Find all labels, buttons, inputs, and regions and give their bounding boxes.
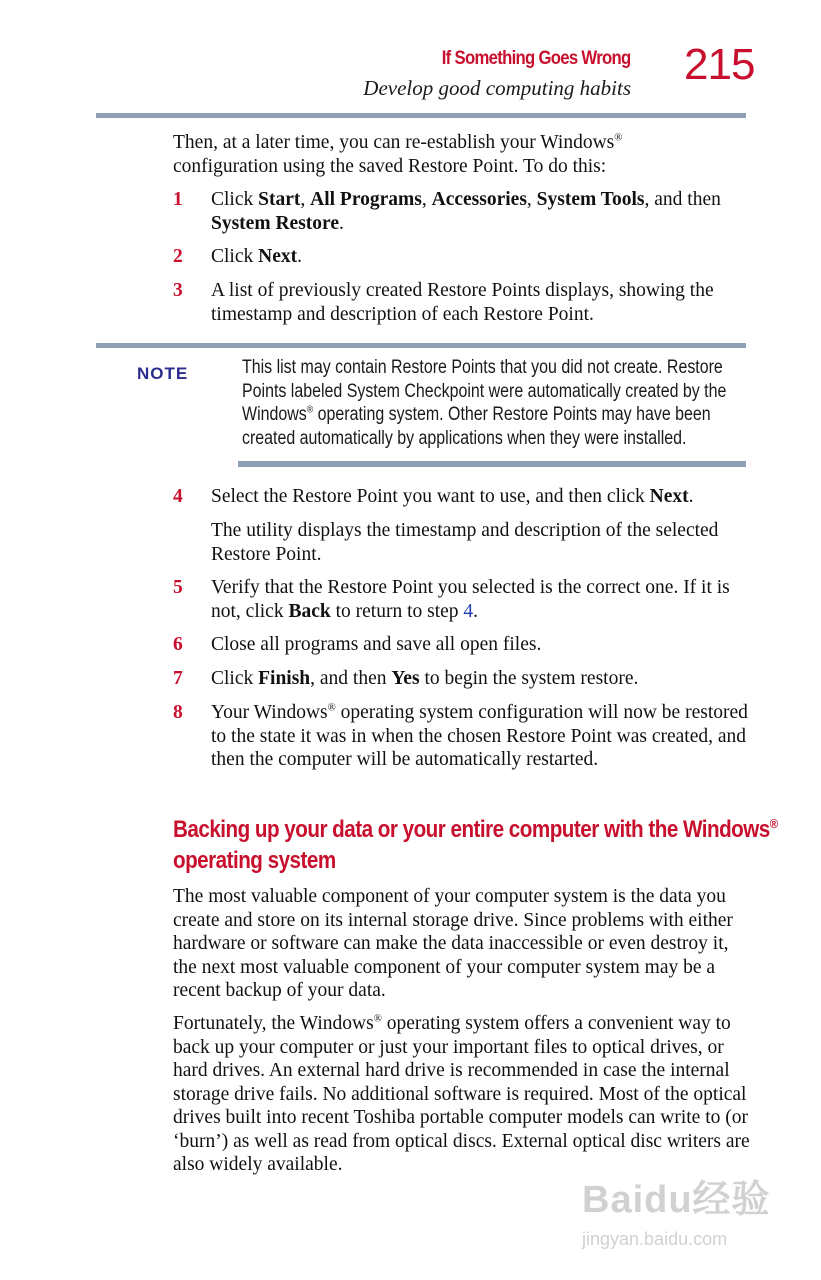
step-number: 8 [173, 702, 183, 723]
section-paragraph-2: Fortunately, the Windows® operating system offers a convenient way to back up your computer or just your important files to optical drives, or hard drives. An external hard drive is recommended in case the internal storage drive fails. No additional software is required. Most of the optical drives built into recent Toshiba portable computer models can write to (or ‘burn’) as well as read from optical discs. External optical disc writers are also widely available. [173, 1012, 750, 1175]
step-text: Select the Restore Point you want to use, and then click Next. [211, 486, 694, 507]
step-number: 4 [173, 486, 183, 507]
section-paragraph-1: The most valuable component of your computer system is the data you create and store on its internal storage drive. Since problems with either hardware or software can make the data inaccessible or even destroy it, the next most valuable component of your computer system may be a recent backup of your data. [173, 886, 733, 1001]
step-text: Click Start, All Programs, Accessories, System Tools, and then System Restore. [211, 189, 721, 234]
section-title: Develop good computing habits [363, 76, 631, 100]
step-4-detail: The utility displays the timestamp and description of the selected Restore Point. [211, 520, 719, 565]
step-number: 6 [173, 634, 183, 655]
step-number: 7 [173, 668, 183, 689]
step-text: Your Windows® operating system configuration will now be restored to the state it was in when the chosen Restore Point was created, and then the computer will be automatically restarted. [211, 701, 748, 770]
step-number: 1 [173, 189, 183, 210]
note-divider-bottom [238, 461, 746, 467]
watermark-url: jingyan.baidu.com [582, 1229, 728, 1249]
watermark [582, 1168, 782, 1248]
step-text: Verify that the Restore Point you selected is the correct one. If it is not, click Back to return to step 4. [211, 577, 730, 622]
step-number: 3 [173, 280, 183, 301]
note-text: This list may contain Restore Points that you did not create. Restore Points labeled System Checkpoint were automatically created by the Windows® operating system. Other Restore Points may have been created automatically by applications when they were installed. [242, 357, 727, 449]
note-label: NOTE [137, 364, 189, 383]
section-heading: Backing up your data or your entire computer with the Windows® operating system [173, 816, 778, 874]
step-text: Close all programs and save all open files. [211, 634, 542, 655]
watermark-logo: Baidu经验 [582, 1179, 771, 1221]
page-number: 215 [684, 40, 755, 89]
step-link[interactable]: 4 [463, 600, 474, 622]
step-text: Click Next. [211, 246, 302, 267]
step-text: Click Finish, and then Yes to begin the system restore. [211, 668, 639, 689]
step-number: 5 [173, 577, 183, 598]
note-divider-top [96, 343, 746, 348]
step-text: A list of previously created Restore Points displays, showing the timestamp and description of each Restore Point. [211, 280, 714, 325]
header-divider [96, 113, 746, 118]
step-number: 2 [173, 246, 183, 267]
intro-paragraph: Then, at a later time, you can re-establish your Windows® configuration using the saved Restore Point. To do this: [173, 131, 623, 177]
chapter-title: If Something Goes Wrong [442, 48, 631, 69]
